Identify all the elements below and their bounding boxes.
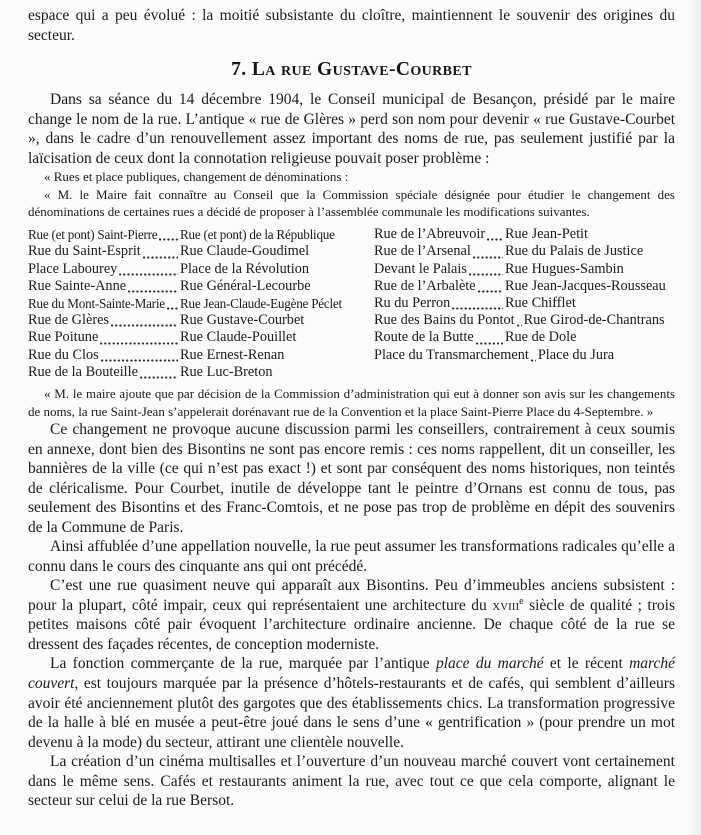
dotted-leader bbox=[111, 324, 178, 327]
street-renaming-row bbox=[374, 329, 675, 346]
street-renaming-row bbox=[374, 295, 675, 312]
old-street-name: Devant le Palais bbox=[374, 260, 467, 277]
section-heading: 7. La rue Gustave-Courbet bbox=[231, 59, 472, 81]
dotted-leader bbox=[101, 359, 178, 362]
street-renaming-table bbox=[28, 226, 675, 381]
street-renaming-row bbox=[374, 243, 675, 260]
street-renaming-row bbox=[374, 278, 675, 295]
street-renaming-row bbox=[374, 261, 675, 278]
dotted-leader bbox=[531, 359, 536, 362]
new-street-name: Rue (et pont) de la République bbox=[180, 227, 335, 243]
paragraph-fonction-commercante: La fonction commerçante de la rue, marquée par l’antique place du marché et le récent marché couvert, est toujours marquée par la présence d’hôtels-restaurants et de cafés, qui semblent d’ailleurs avoir été anciennement plutôt des gargotes que des établissements chics. La transformation progressive de la halle à blé en musée a peut-être joué dans le sens d’une « gentrification » (pour prendre un mot devenu à la mode) du secteur, attirant une clientèle nouvelle. bbox=[28, 655, 676, 751]
dotted-leader bbox=[469, 273, 503, 276]
paragraph-changement: Ce changement ne provoque aucune discussion parmi les conseillers, contrairement à ceux soumis en annexe, dont bien des Bisontins ne sont pas encore remis : ces noms rappellent, dit un conseiller, les bannières de la ville (ce qui n’est pas exact !) et sont par conséquent des noms historiques, non teintés de cléricalisme. Pour Courbet, inutile de développe tant le peintre d’Ornans est connu de tous, pas seulement des Bisontins et des Franc-Comtois, et ne pose pas trop de problème en dépit des souvenirs de la Commune de Paris. bbox=[28, 421, 675, 536]
dotted-leader bbox=[478, 290, 503, 293]
old-street-name: Rue du Saint-Esprit bbox=[28, 243, 141, 260]
dotted-leader bbox=[452, 307, 503, 310]
old-street-name: Rue de l’Arbalète bbox=[374, 277, 476, 294]
old-street-name: Place Labourey bbox=[28, 260, 118, 277]
dotted-leader bbox=[128, 290, 178, 293]
renaming-table-left-column bbox=[28, 226, 352, 381]
paragraph-appellation: Ainsi affublée d’une appellation nouvelle, la rue peut assumer les transformations radicales qu’elle a connu dans le cours des cinquante ans qui ont précédé. bbox=[28, 538, 675, 575]
new-street-name: Rue Girod-de-Chantrans bbox=[523, 312, 665, 329]
quote-commission: « M. le Maire fait connaître au Conseil que la Commission spéciale désignée pour étudier le changement des dénominations de certaines rues a décidé de proposer à l’assemblée communale les modifications suivantes. bbox=[28, 186, 675, 220]
new-street-name: Place de la Révolution bbox=[180, 260, 310, 277]
old-street-name: Rue Poitune bbox=[28, 329, 99, 346]
renaming-table-right-column bbox=[374, 226, 675, 381]
new-street-name: Rue Général-Lecourbe bbox=[180, 277, 311, 294]
street-renaming-row bbox=[28, 243, 352, 260]
old-street-name: Rue de la Bouteille bbox=[28, 363, 138, 380]
dotted-leader bbox=[143, 256, 178, 259]
old-street-name: Rue du Clos bbox=[28, 346, 99, 363]
street-renaming-row bbox=[374, 347, 675, 364]
new-street-name: Place du Jura bbox=[537, 346, 615, 363]
dotted-leader bbox=[140, 376, 178, 379]
street-renaming-row bbox=[28, 329, 352, 346]
old-street-name: Rue du Mont-Sainte-Marie bbox=[28, 295, 165, 311]
dotted-leader bbox=[473, 256, 503, 259]
new-street-name: Rue Hugues-Sambin bbox=[505, 260, 624, 277]
dotted-leader bbox=[517, 324, 522, 327]
new-street-name: Rue de Dole bbox=[505, 329, 577, 346]
street-renaming-row bbox=[374, 312, 675, 329]
street-renaming-row bbox=[28, 347, 352, 364]
dotted-leader bbox=[167, 307, 178, 310]
dotted-leader bbox=[119, 273, 178, 276]
new-street-name: Rue Ernest-Renan bbox=[180, 346, 285, 363]
street-renaming-row bbox=[28, 312, 352, 329]
dotted-leader bbox=[487, 238, 503, 241]
dotted-leader bbox=[476, 342, 503, 345]
old-street-name: Rue de Glères bbox=[28, 312, 109, 329]
street-renaming-row bbox=[28, 364, 352, 381]
quote-heading: « Rues et place publiques, changement de dénominations : bbox=[44, 169, 349, 185]
leading-paragraph: espace qui a peu évolué : la moitié subsistante du cloître, maintiennent le souvenir des origines du secteur. bbox=[28, 7, 675, 44]
old-street-name: Ru du Perron bbox=[374, 294, 451, 311]
quote-addendum: « M. le maire ajoute que par décision de la Commission d’administration qui eut à donner son avis sur les changements de noms, la rue Saint-Jean s’appelerait dorénavant rue de la Convention et la place Saint-Pierre Place du 4-Septembre. » bbox=[28, 385, 675, 419]
old-street-name: Rue Sainte-Anne bbox=[28, 277, 127, 294]
dotted-leader bbox=[100, 342, 178, 345]
old-street-name: Rue de l’Abreuvoir bbox=[374, 226, 486, 243]
street-renaming-row bbox=[28, 261, 352, 278]
new-street-name: Rue Jean-Jacques-Rousseau bbox=[505, 277, 666, 294]
old-street-name: Rue de l’Arsenal bbox=[374, 243, 471, 260]
paragraph-cinema: La création d’un cinéma multisalles et l’ouverture d’un nouveau marché couvert vont certainement dans le même sens. Cafés et restaurants animent la rue, avec tout ce que cela comporte, alignant le secteur sur celui de la rue Bersot. bbox=[28, 753, 675, 810]
paragraph-rue-neuve: C’est une rue quasiment neuve qui apparaît aux Bisontins. Peu d’immeubles anciens subsistent : pour la plupart, côté impair, ceux qui représentaient une architecture du xviii$^e$ siècle de qualité ; trois petites maisons côté pair évoquent l’architecture ordinaire ancienne. De chaque côté de la rue se dressent des façades récentes, de conception moderniste. bbox=[28, 577, 675, 653]
old-street-name: Place du Transmarchement bbox=[374, 346, 529, 363]
street-renaming-row bbox=[28, 295, 352, 312]
new-street-name: Rue du Palais de Justice bbox=[505, 243, 644, 260]
old-street-name: Rue (et pont) Saint-Pierre bbox=[28, 227, 158, 243]
new-street-name: Rue Jean-Petit bbox=[505, 226, 588, 243]
street-renaming-row bbox=[28, 278, 352, 295]
new-street-name: Rue Claude-Pouillet bbox=[180, 329, 297, 346]
dotted-leader bbox=[159, 238, 178, 241]
paragraph-seance: Dans sa séance du 14 décembre 1904, le Conseil municipal de Besançon, présidé par le maire change le nom de la rue. L’antique « rue de Glères » perd son nom pour devenir « rue Gustave-Courbet », dans le cadre d’un renouvellement assez important des noms de rue, pas seulement justifié par la laïcisation de ceux dont la connotation religieuse pouvait poser problème : bbox=[28, 91, 675, 167]
old-street-name: Route de la Butte bbox=[374, 329, 474, 346]
new-street-name: Rue Gustave-Courbet bbox=[180, 312, 305, 329]
old-street-name: Rue des Bains du Pontot bbox=[374, 312, 515, 329]
new-street-name: Rue Claude-Goudimel bbox=[180, 243, 310, 260]
street-renaming-row bbox=[374, 226, 675, 243]
new-street-name: Rue Luc-Breton bbox=[180, 363, 273, 380]
new-street-name: Rue Jean-Claude-Eugène Péclet bbox=[180, 295, 342, 311]
new-street-name: Rue Chifflet bbox=[505, 294, 576, 311]
street-renaming-row bbox=[28, 226, 352, 243]
